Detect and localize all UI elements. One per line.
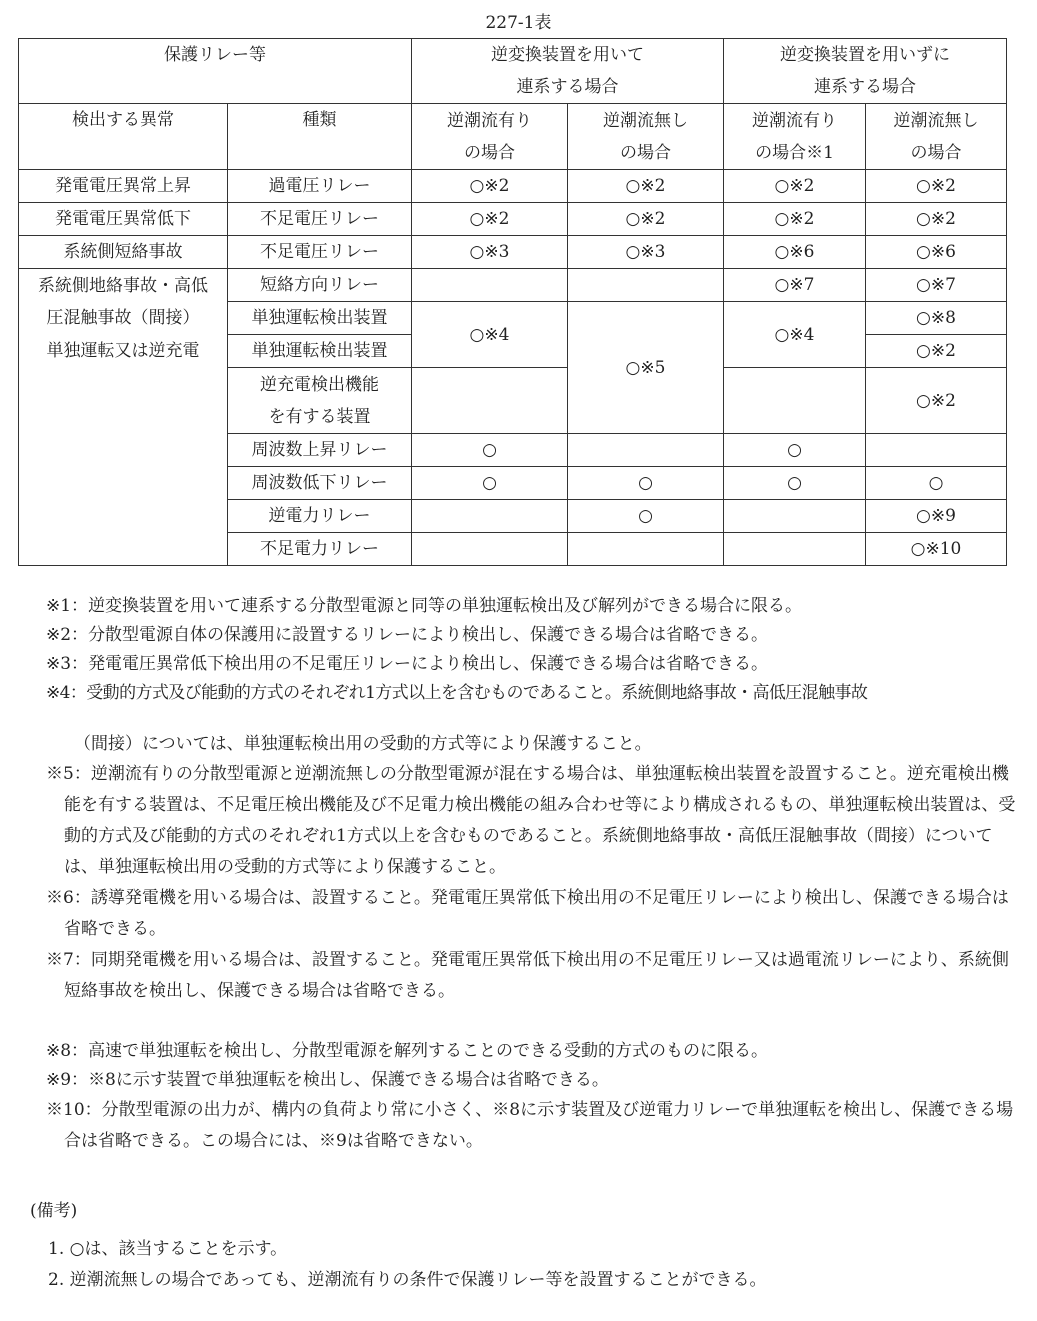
- header-type: 種類: [228, 104, 412, 170]
- remarks-title: (備考): [30, 1201, 78, 1221]
- value-cell: [568, 269, 724, 302]
- anomaly-cell: 系統側地絡事故・高低 圧混触事故（間接）: [19, 269, 228, 335]
- header-protection: 保護リレー等: [19, 39, 412, 104]
- value-cell: ○: [412, 434, 568, 467]
- value-cell: [568, 434, 724, 467]
- remark-1: 1. ○は、該当することを示す。: [48, 1239, 288, 1259]
- footnote-1: ※1： 逆変換装置を用いて連系する分散型電源と同等の単独運転検出及び解列ができる場合に限る。: [46, 596, 803, 616]
- value-cell: [724, 500, 866, 533]
- type-cell: 周波数上昇リレー: [228, 434, 412, 467]
- value-cell: [412, 533, 568, 566]
- value-cell: [866, 434, 1007, 467]
- type-cell: 短絡方向リレー: [228, 269, 412, 302]
- table-caption: 227-1表: [485, 13, 552, 33]
- footnote-9: ※9： ※8に示す装置で単独運転を検出し、保護できる場合は省略できる。: [46, 1070, 609, 1090]
- value-cell: ○※2: [866, 170, 1007, 203]
- value-cell: ○※2: [866, 335, 1007, 368]
- value-cell: ○※6: [866, 236, 1007, 269]
- value-cell: ○※4: [724, 302, 866, 368]
- header-col4: 逆潮流無し の場合: [866, 104, 1007, 170]
- footnote-4: ※4： 受動的方式及び能動的方式のそれぞれ1方式以上を含むものであること。系統側地絡事故・高低圧混触事故: [46, 683, 868, 703]
- header-col1: 逆潮流有り の場合: [412, 104, 568, 170]
- value-cell: ○: [724, 467, 866, 500]
- type-cell: 不足電力リレー: [228, 533, 412, 566]
- type-cell: 逆充電検出機能 を有する装置: [228, 368, 412, 434]
- value-cell: ○※2: [724, 170, 866, 203]
- value-cell: ○※5: [568, 302, 724, 434]
- header-col3: 逆潮流有り の場合※1: [724, 104, 866, 170]
- value-cell: ○: [866, 467, 1007, 500]
- value-cell: ○※2: [866, 203, 1007, 236]
- footnote-6: ※6：誘導発電機を用いる場合は、設置すること。発電電圧異常低下検出用の不足電圧リレーにより検出し、保護できる場合は省略できる。: [46, 888, 1009, 939]
- anomaly-cell: 発電電圧異常低下: [19, 203, 228, 236]
- value-cell: ○※2: [412, 203, 568, 236]
- value-cell: ○※7: [866, 269, 1007, 302]
- value-cell: ○: [412, 467, 568, 500]
- value-cell: ○※7: [724, 269, 866, 302]
- anomaly-cell: 系統側短絡事故: [19, 236, 228, 269]
- table-row: [19, 170, 1007, 203]
- value-cell: ○※2: [568, 170, 724, 203]
- value-cell: ○: [724, 434, 866, 467]
- anomaly-cell: 単独運転又は逆充電: [19, 335, 228, 566]
- footnote-4-continued: （間接）については、単独運転検出用の受動的方式等により保護すること。: [74, 734, 652, 754]
- type-cell: 不足電圧リレー: [228, 203, 412, 236]
- value-cell: ○※4: [412, 302, 568, 368]
- footnote-3: ※3： 発電電圧異常低下検出用の不足電圧リレーにより検出し、保護できる場合は省略できる。: [46, 654, 769, 674]
- remark-2: 2. 逆潮流無しの場合であっても、逆潮流有りの条件で保護リレー等を設置することができる。: [48, 1270, 767, 1290]
- header-with-inverter: 逆変換装置を用いて 連系する場合: [412, 39, 724, 104]
- value-cell: ○※2: [724, 203, 866, 236]
- footnote-8: ※8： 高速で単独運転を検出し、分散型電源を解列することのできる受動的方式のものに限る。: [46, 1041, 769, 1061]
- table-row: [19, 236, 1007, 269]
- value-cell: [412, 500, 568, 533]
- protection-relay-table: [18, 38, 1007, 566]
- anomaly-cell: 発電電圧異常上昇: [19, 170, 228, 203]
- type-cell: 単独運転検出装置: [228, 335, 412, 368]
- type-cell: 周波数低下リレー: [228, 467, 412, 500]
- footnote-2: ※2： 分散型電源自体の保護用に設置するリレーにより検出し、保護できる場合は省略できる。: [46, 625, 769, 645]
- value-cell: ○※10: [866, 533, 1007, 566]
- value-cell: ○※6: [724, 236, 866, 269]
- value-cell: [412, 269, 568, 302]
- table-row: [19, 269, 1007, 302]
- type-cell: 過電圧リレー: [228, 170, 412, 203]
- type-cell: 単独運転検出装置: [228, 302, 412, 335]
- footnote-7: ※7：同期発電機を用いる場合は、設置すること。発電電圧異常低下検出用の不足電圧リレー又は過電流リレーにより、系統側短絡事故を検出し、保護できる場合は省略できる。: [46, 950, 1009, 1001]
- value-cell: ○※8: [866, 302, 1007, 335]
- value-cell: ○※3: [568, 236, 724, 269]
- value-cell: ○: [568, 500, 724, 533]
- type-cell: 不足電圧リレー: [228, 236, 412, 269]
- header-anomaly: 検出する異常: [19, 104, 228, 170]
- value-cell: [724, 533, 866, 566]
- value-cell: ○※9: [866, 500, 1007, 533]
- value-cell: [412, 368, 568, 434]
- value-cell: ○※2: [866, 368, 1007, 434]
- value-cell: ○※2: [568, 203, 724, 236]
- header-col2: 逆潮流無し の場合: [568, 104, 724, 170]
- footnote-10: ※10：分散型電源の出力が、構内の負荷より常に小さく、※8に示す装置及び逆電力リレーで単独運転を検出し、保護できる場合は省略できる。この場合には、※9は省略できない。: [46, 1100, 1014, 1151]
- value-cell: ○: [568, 467, 724, 500]
- value-cell: [568, 533, 724, 566]
- table-row: [19, 203, 1007, 236]
- value-cell: [724, 368, 866, 434]
- header-without-inverter: 逆変換装置を用いずに 連系する場合: [724, 39, 1007, 104]
- footnote-5: ※5：逆潮流有りの分散型電源と逆潮流無しの分散型電源が混在する場合は、単独運転検出装置を設置すること。逆充電検出機能を有する装置は、不足電圧検出機能及び不足電力検出機能の組み合わせ等により構成されるもの、単独運転検出装置は、受動的方式及び能動的方式のそれぞれ1方式以上を含むものであること。系統側地絡事故・高低圧混触事故（間接）については、単独運転検出用の受動的方式等により保護すること。: [46, 764, 1016, 877]
- value-cell: ○※3: [412, 236, 568, 269]
- type-cell: 逆電力リレー: [228, 500, 412, 533]
- value-cell: ○※2: [412, 170, 568, 203]
- footnotes: [18, 592, 1023, 1157]
